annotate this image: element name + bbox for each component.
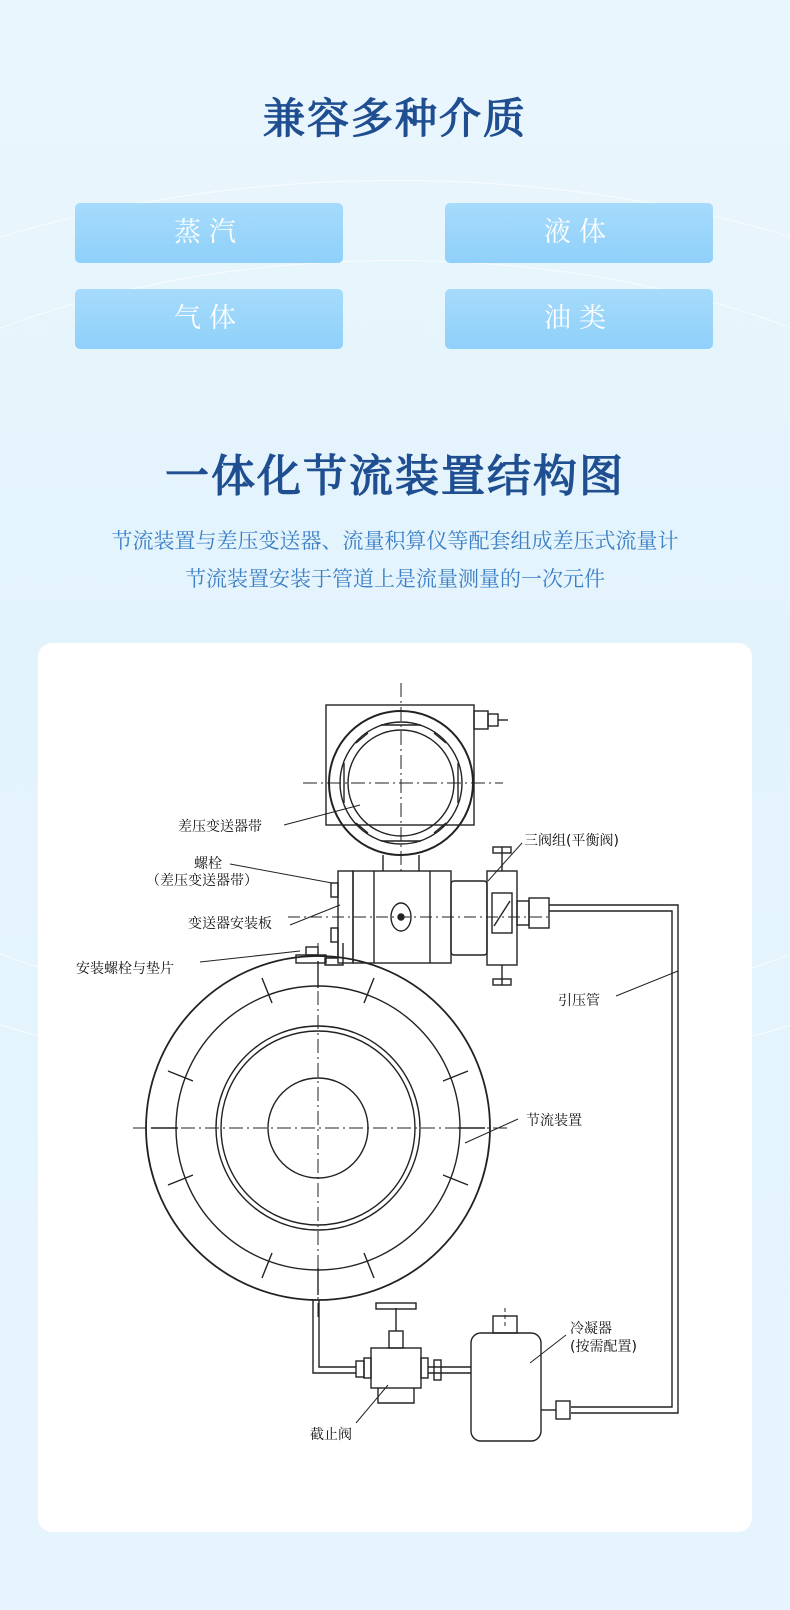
label-bolt-note: （差压变送器带）	[146, 873, 258, 889]
media-chip-gas: 气体	[75, 289, 343, 349]
description-line-2: 节流装置安装于管道上是流量测量的一次元件	[185, 567, 605, 591]
label-condenser: 冷凝器	[570, 1321, 612, 1337]
throttle-device	[133, 943, 508, 1318]
section-title-structure: 一体化节流装置结构图	[165, 451, 625, 502]
stop-valve	[313, 1300, 471, 1403]
condenser	[471, 1308, 570, 1441]
label-stop-valve: 截止阀	[310, 1427, 352, 1443]
label-bolt: 螺栓	[194, 856, 222, 872]
label-three-valve: 三阀组(平衡阀)	[524, 833, 619, 849]
manifold-body	[331, 847, 549, 985]
diagram-card	[38, 643, 752, 1532]
impulse-pipe	[549, 905, 678, 1413]
label-transmitter-belt: 差压变送器带	[178, 819, 262, 835]
description-line-1: 节流装置与差压变送器、流量积算仪等配套组成差压式流量计	[111, 529, 679, 553]
label-condenser-note: (按需配置)	[570, 1339, 637, 1355]
media-chip-steam: 蒸汽	[75, 203, 343, 263]
media-chip-oil: 油类	[445, 289, 713, 349]
label-mount-bolt: 安装螺栓与垫片	[76, 961, 174, 977]
label-impulse-pipe: 引压管	[558, 993, 600, 1009]
media-chip-liquid: 液体	[445, 203, 713, 263]
label-throttle-device: 节流装置	[526, 1113, 582, 1129]
transmitter-head	[303, 683, 508, 873]
structure-diagram	[38, 643, 752, 1532]
section-title-media: 兼容多种介质	[262, 94, 527, 143]
label-mount-plate: 变送器安装板	[188, 916, 272, 932]
